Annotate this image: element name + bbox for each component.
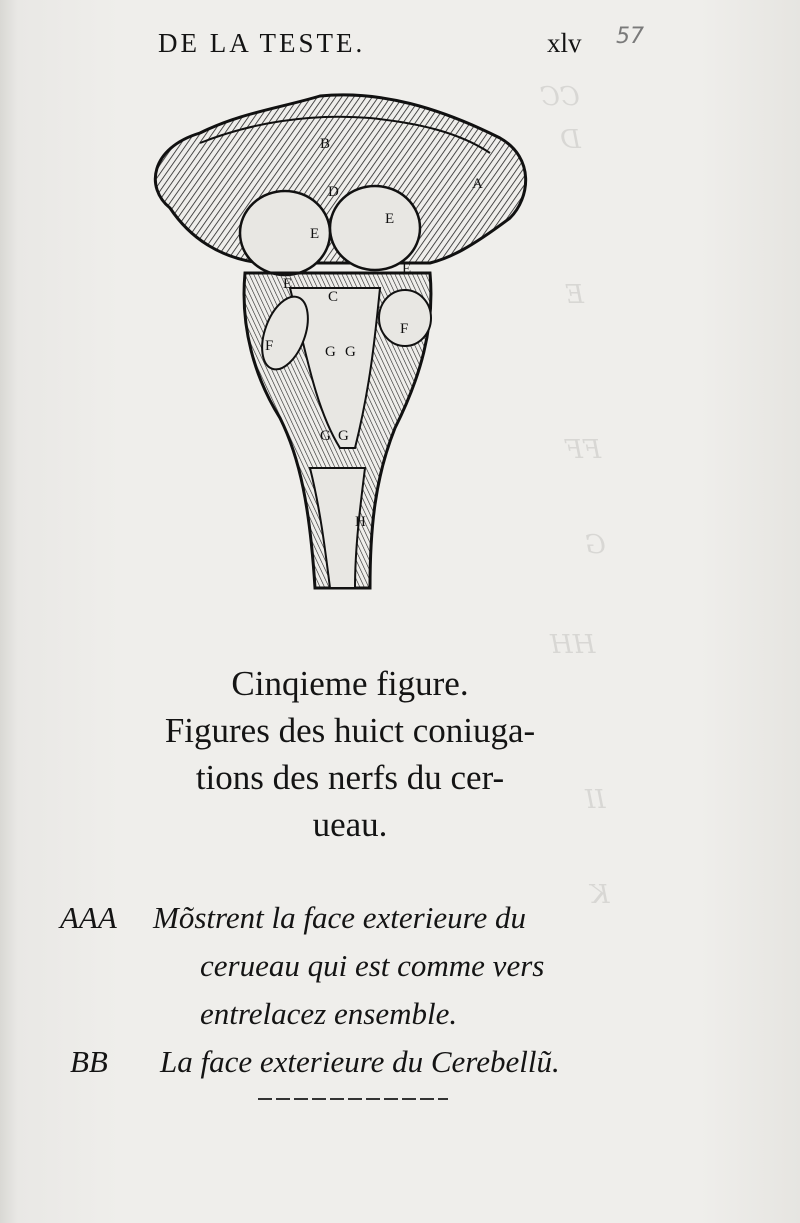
book-page: CC D E FF G HH II K DE LA TESTE. xlv 57 A B D E E E E C F F G G G G H Cinqieme figure. Figures des huict coniuga- tions des nerfs du cer- ueau. AAA Mõstrent la face exterieure du cerueau qui est comme vers entrelacez ensemble. BB La face exterieure du Cerebellũ. xyxy=(0,0,800,1223)
figure-label: E xyxy=(283,276,293,292)
legend-entry-bb xyxy=(60,1044,680,1092)
legend-text-line: La face exterieure du Cerebellũ. xyxy=(160,1044,560,1079)
decorative-rule xyxy=(258,1098,448,1100)
legend-text-line: cerueau qui est comme vers xyxy=(200,948,545,983)
brain-woodcut-illustration xyxy=(140,88,540,598)
figure-label: E xyxy=(385,211,395,227)
figure-label: F xyxy=(400,321,409,337)
figure-label: E xyxy=(402,261,412,277)
figure-label: G xyxy=(325,344,336,360)
figure-label: C xyxy=(328,289,339,305)
legend-entry-aaa-cont xyxy=(60,948,680,996)
caption-line: tions des nerfs du cer- xyxy=(195,758,505,797)
legend-key: BB xyxy=(70,1044,108,1079)
legend-key: AAA xyxy=(60,900,117,935)
legend-entry-aaa-cont xyxy=(60,996,680,1044)
figure-label: E xyxy=(310,226,320,242)
figure-label: F xyxy=(265,338,274,354)
caption-line: Cinqieme figure. xyxy=(231,664,469,703)
figure-label: G xyxy=(320,428,331,444)
folio-number: xlv xyxy=(547,28,582,58)
figure-label: A xyxy=(472,176,483,192)
figure-caption xyxy=(90,660,610,848)
legend-text-line: entrelacez ensemble. xyxy=(200,996,458,1031)
legend-entry-aaa xyxy=(60,900,680,948)
figure-label: G xyxy=(345,344,356,360)
right-lobe-shape xyxy=(330,186,420,270)
handwritten-page-note: 57 xyxy=(616,24,644,49)
right-nerve-root-shape xyxy=(379,290,431,346)
caption-line: ueau. xyxy=(312,805,388,844)
caption-line: Figures des huict coniuga- xyxy=(164,711,536,750)
figure-label: G xyxy=(338,428,349,444)
legend-text-line: Mõstrent la face exterieure du xyxy=(153,900,527,935)
figure-label: H xyxy=(355,514,366,530)
figure-legend xyxy=(60,900,680,1092)
figure-label: D xyxy=(328,184,339,200)
figure-label: B xyxy=(320,136,331,152)
running-head: DE LA TESTE. xyxy=(158,28,366,58)
